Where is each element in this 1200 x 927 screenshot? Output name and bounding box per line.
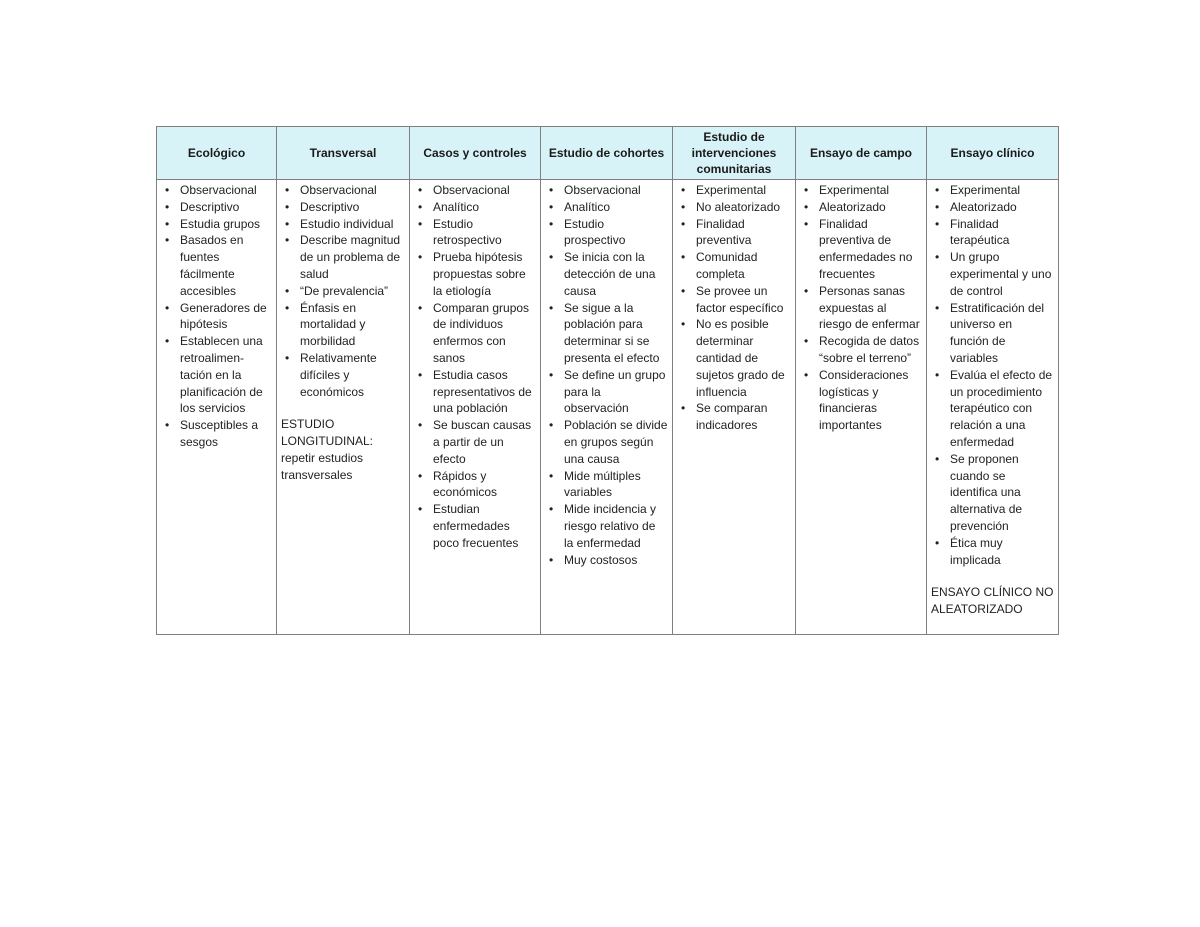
column-header: Transversal [277,127,410,180]
list-item: • Describe magnitud de un problema de salud [281,232,405,282]
column-header: Casos y controles [410,127,541,180]
list-item: • Estudio retrospectivo [414,216,536,250]
list-item: • Prueba hipótesis propuestas sobre la etiología [414,249,536,299]
list-item: • Aleatorizado [931,199,1054,216]
list-item: • Comunidad completa [677,249,791,283]
list-item: • Relativamente difíciles y económicos [281,350,405,400]
list-item: • No es posible determinar cantidad de sujetos grado de influencia [677,316,791,400]
table-row [157,180,1059,635]
list-item: • Se inicia con la detección de una causa [545,249,668,299]
column-cell [277,180,410,635]
list-item: • Estudio prospectivo [545,216,668,250]
column-cell [541,180,673,635]
list-item: • Se comparan indicadores [677,400,791,434]
column-cell [673,180,796,635]
bullet-list [677,182,791,434]
column-header: Estudio de intervenciones comunitarias [673,127,796,180]
bullet-list [281,182,405,400]
bullet-list [931,182,1054,568]
list-item: • Un grupo experimental y uno de control [931,249,1054,299]
list-item: • Analítico [414,199,536,216]
list-item: • Experimental [800,182,922,199]
column-header: Ecológico [157,127,277,180]
list-item: • Observacional [545,182,668,199]
cell-note: ESTUDIO LONGITUDINAL: repetir estudios transversales [281,417,374,482]
list-item: • Observacional [414,182,536,199]
list-item: • Muy costosos [545,552,668,569]
list-item: • Aleatorizado [800,199,922,216]
list-item: • Experimental [931,182,1054,199]
list-item: • Finalidad preventiva de enfermedades no frecuentes [800,216,922,283]
list-item: • Estratificación del universo en función de variables [931,300,1054,367]
column-header: Estudio de cohortes [541,127,673,180]
bullet-list [545,182,668,568]
list-item: • Énfasis en mortalidad y morbilidad [281,300,405,350]
list-item: • Descriptivo [281,199,405,216]
cell-note: ENSAYO CLÍNICO NO ALEATORIZADO [931,585,1054,617]
list-item: • Se sigue a la población para determinar si se presenta el efecto [545,300,668,367]
list-item: • Observacional [161,182,272,199]
column-cell [927,180,1059,635]
column-header: Ensayo clínico [927,127,1059,180]
list-item: • Finalidad preventiva [677,216,791,250]
list-item: • Población se divide en grupos según una causa [545,417,668,467]
list-item: • Observacional [281,182,405,199]
list-item: • Estudia casos representativos de una población [414,367,536,417]
list-item: • Comparan grupos de individuos enfermos con sanos [414,300,536,367]
list-item: • Basados en fuentes fácilmente accesibles [161,232,272,299]
list-item: • Establecen una retroalimen-tación en la planificación de los servicios [161,333,272,417]
bullet-list [414,182,536,552]
list-item: • Se buscan causas a partir de un efecto [414,417,536,467]
list-item: • Finalidad terapéutica [931,216,1054,250]
bullet-list [800,182,922,434]
list-item: • Experimental [677,182,791,199]
table-header-row [157,127,1059,180]
list-item: • Descriptivo [161,199,272,216]
list-item: • Evalúa el efecto de un procedimiento terapéutico con relación a una enfermedad [931,367,1054,451]
list-item: • Recogida de datos “sobre el terreno” [800,333,922,367]
list-item: • Estudian enfermedades poco frecuentes [414,501,536,551]
list-item: • Ética muy implicada [931,535,1054,569]
list-item: • No aleatorizado [677,199,791,216]
list-item: • Rápidos y económicos [414,468,536,502]
list-item: • Mide incidencia y riesgo relativo de la enfermedad [545,501,668,551]
study-types-table [156,126,1059,635]
column-cell [796,180,927,635]
list-item: • Estudia grupos [161,216,272,233]
list-item: • Susceptibles a sesgos [161,417,272,451]
list-item: • “De prevalencia” [281,283,405,300]
list-item: • Personas sanas expuestas al riesgo de enfermar [800,283,922,333]
list-item: • Analítico [545,199,668,216]
list-item: • Generadores de hipótesis [161,300,272,334]
list-item: • Mide múltiples variables [545,468,668,502]
list-item: • Se proponen cuando se identifica una alternativa de prevención [931,451,1054,535]
list-item: • Se define un grupo para la observación [545,367,668,417]
list-item: • Consideraciones logísticas y financieras importantes [800,367,922,434]
bullet-list [161,182,272,451]
list-item: • Estudio individual [281,216,405,233]
column-header: Ensayo de campo [796,127,927,180]
column-cell [410,180,541,635]
column-cell [157,180,277,635]
list-item: • Se provee un factor específico [677,283,791,317]
